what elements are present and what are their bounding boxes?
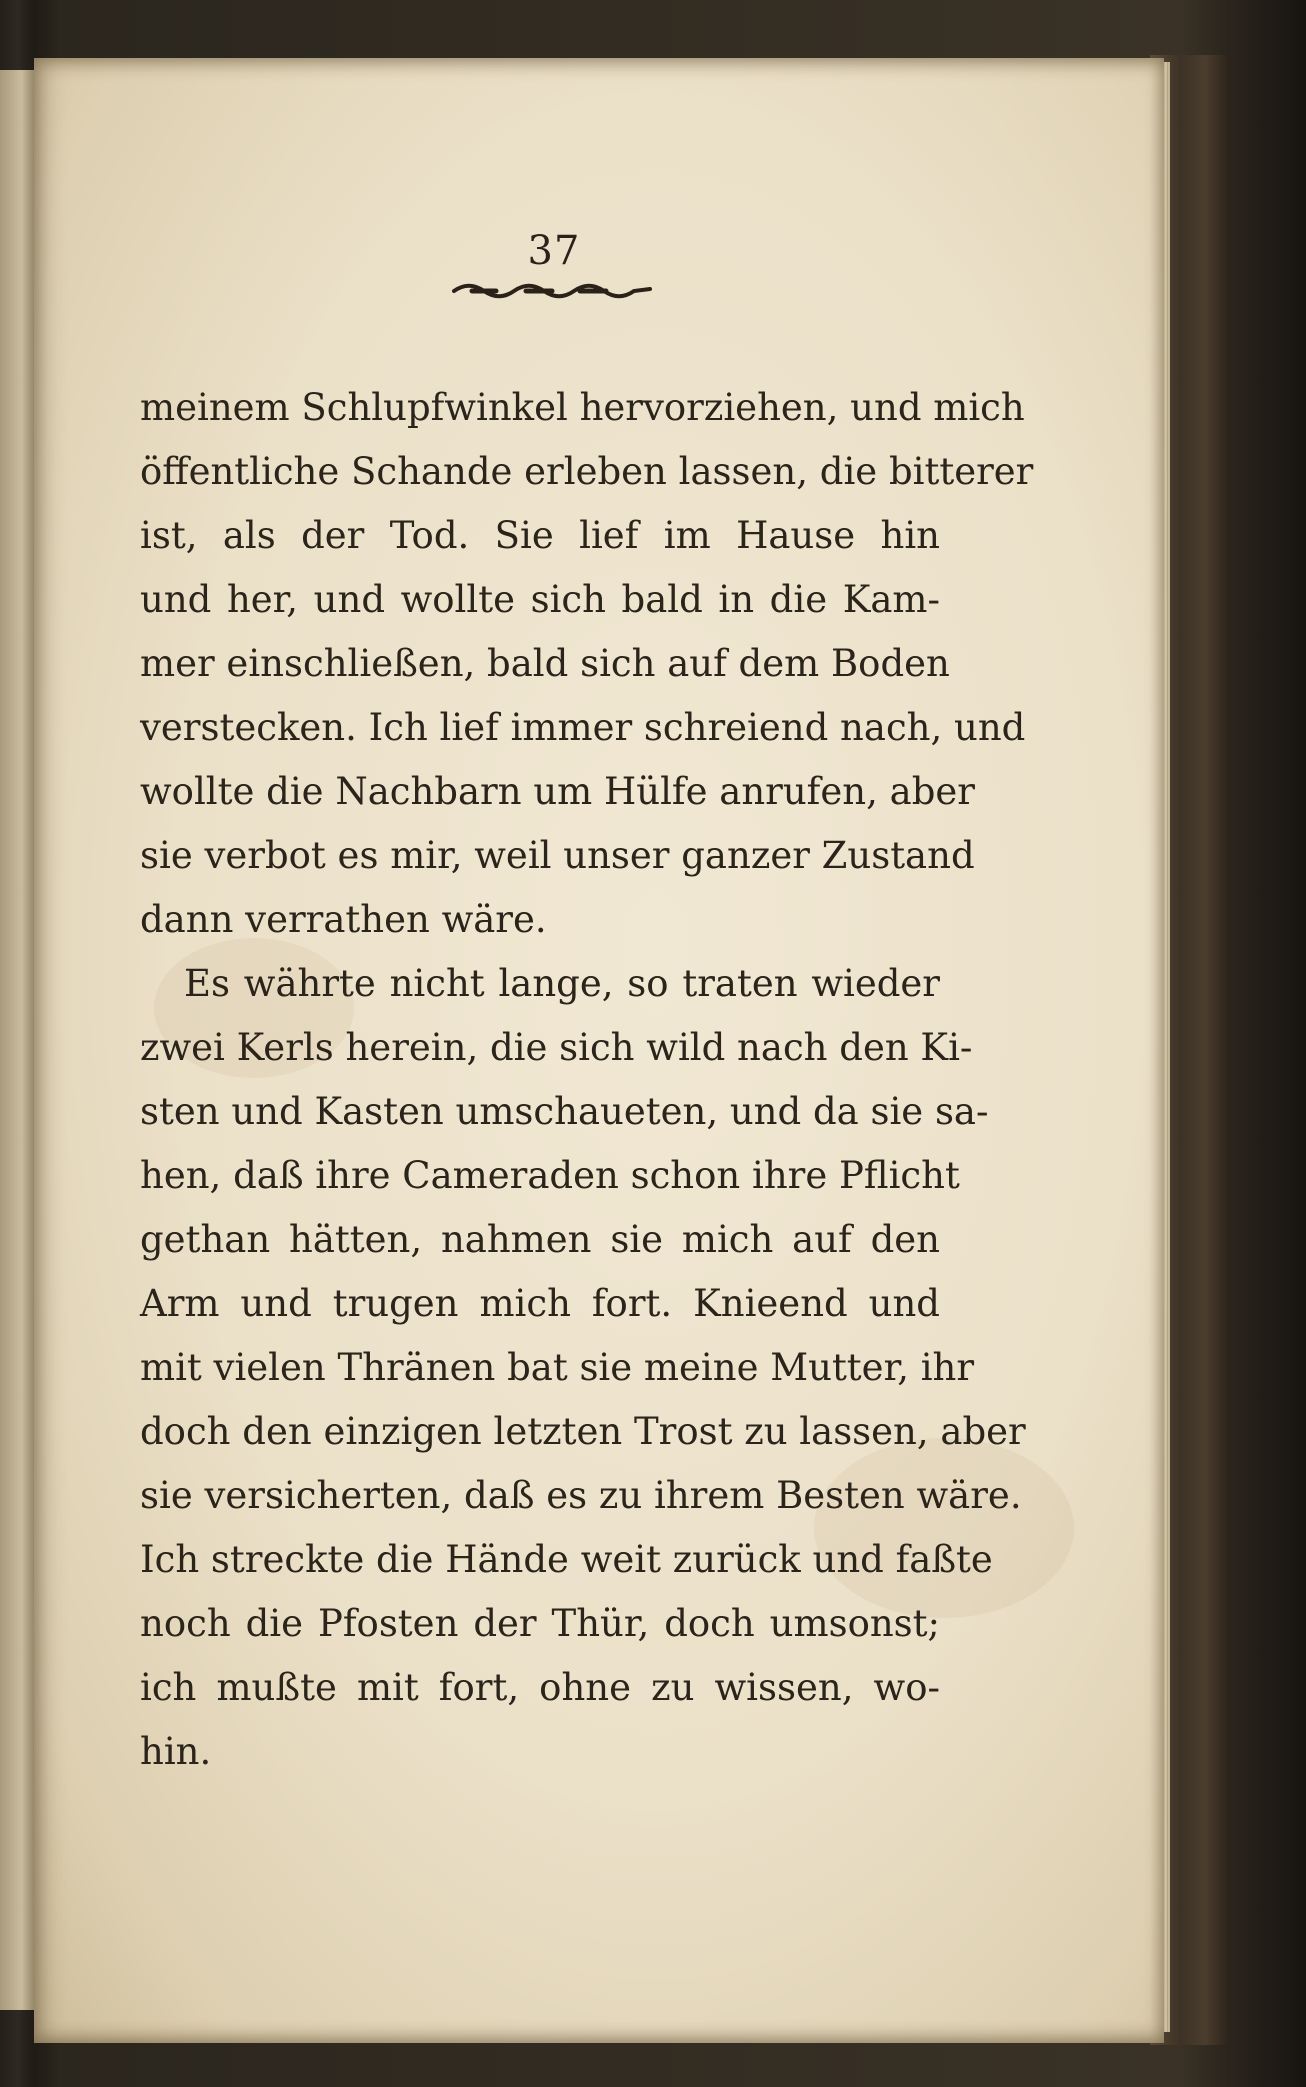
- text-line: wollte die Nachbarn um Hülfe anrufen, aber: [140, 770, 975, 813]
- text-line: hin.: [140, 1730, 212, 1773]
- decorative-rule-icon: [452, 280, 652, 302]
- text-line: verstecken. Ich lief immer schreiend nach, und: [140, 706, 1026, 749]
- text-line: gethan hätten, nahmen sie mich auf den: [140, 1218, 940, 1261]
- text-line: und her, und wollte sich bald in die Kam-: [140, 578, 940, 621]
- text-line: ist, als der Tod. Sie lief im Hause hin: [140, 514, 940, 557]
- page-number: 37: [527, 228, 581, 274]
- text-line: sie verbot es mir, weil unser ganzer Zustand: [140, 834, 975, 877]
- text-line: hen, daß ihre Cameraden schon ihre Pflicht: [140, 1154, 960, 1197]
- body-text: [140, 376, 1034, 1784]
- text-line: dann verrathen wäre.: [140, 898, 547, 941]
- facing-page-edge: [0, 70, 36, 2010]
- text-line: sie versicherten, daß es zu ihrem Besten wäre.: [140, 1474, 1022, 1517]
- text-line: Arm und trugen mich fort. Knieend und: [140, 1282, 940, 1325]
- text-line: Es währte nicht lange, so traten wieder: [184, 962, 940, 1005]
- text-line: zwei Kerls herein, die sich wild nach den Ki-: [140, 1026, 973, 1069]
- book-page: [34, 58, 1164, 2043]
- text-line: meinem Schlupfwinkel hervorziehen, und mich: [140, 386, 1025, 429]
- text-line: sten und Kasten umschaueten, und da sie sa-: [140, 1090, 989, 1133]
- text-line: ich mußte mit fort, ohne zu wissen, wo-: [140, 1666, 940, 1709]
- text-line: öffentliche Schande erleben lassen, die bitterer: [140, 450, 1034, 493]
- text-line: mit vielen Thränen bat sie meine Mutter, ihr: [140, 1346, 975, 1389]
- text-line: mer einschließen, bald sich auf dem Boden: [140, 642, 950, 685]
- text-line: Ich streckte die Hände weit zurück und faßte: [140, 1538, 993, 1581]
- text-line: noch die Pfosten der Thür, doch umsonst;: [140, 1602, 940, 1645]
- text-line: doch den einzigen letzten Trost zu lassen, aber: [140, 1410, 1026, 1453]
